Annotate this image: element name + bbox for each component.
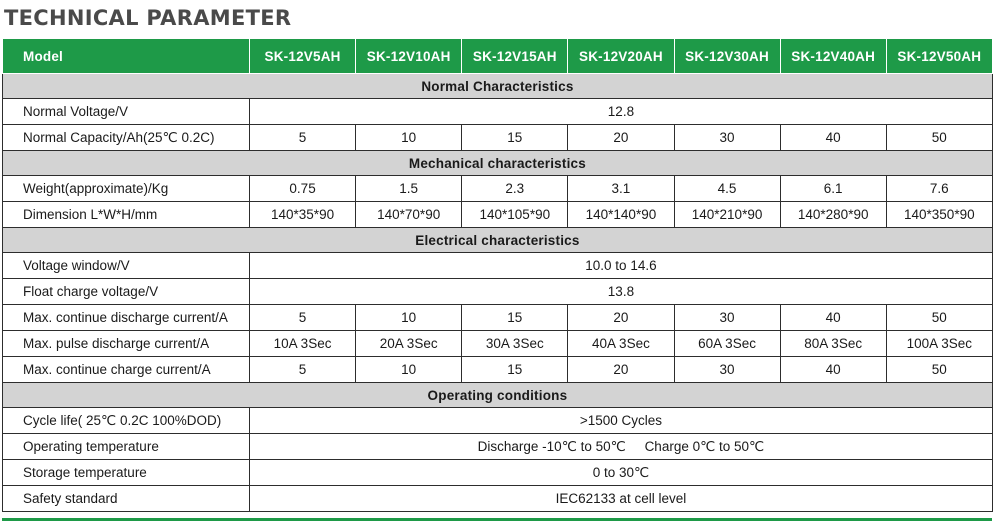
table-row-continue-charge bbox=[3, 357, 993, 383]
section-title: Normal Characteristics bbox=[3, 74, 993, 99]
cell-value: 10A 3Sec bbox=[250, 331, 356, 357]
model-sk-12v40ah: SK-12V40AH bbox=[780, 39, 886, 74]
cell-value: 15 bbox=[462, 357, 568, 383]
cell-value: 5 bbox=[250, 125, 356, 151]
section-title: Operating conditions bbox=[3, 383, 993, 408]
table-row-normal-voltage bbox=[3, 99, 993, 125]
cell-value: 5 bbox=[250, 357, 356, 383]
row-label: Safety standard bbox=[3, 486, 250, 512]
row-label: Max. continue discharge current/A bbox=[3, 305, 250, 331]
row-label: Max. pulse discharge current/A bbox=[3, 331, 250, 357]
row-label: Normal Capacity/Ah(25℃ 0.2C) bbox=[3, 125, 250, 151]
row-label: Dimension L*W*H/mm bbox=[3, 202, 250, 228]
cell-value: 4.5 bbox=[674, 176, 780, 202]
table-row-normal-capacity bbox=[3, 125, 993, 151]
section-operating-conditions bbox=[3, 383, 993, 408]
cell-value: 80A 3Sec bbox=[780, 331, 886, 357]
model-sk-12v15ah: SK-12V15AH bbox=[462, 39, 568, 74]
model-sk-12v20ah: SK-12V20AH bbox=[568, 39, 674, 74]
table-row-dimension bbox=[3, 202, 993, 228]
row-value: IEC62133 at cell level bbox=[250, 486, 993, 512]
row-value: 13.8 bbox=[250, 279, 993, 305]
cell-value: 30 bbox=[674, 305, 780, 331]
cell-value: 2.3 bbox=[462, 176, 568, 202]
cell-value: 10 bbox=[356, 357, 462, 383]
table-row-safety-standard bbox=[3, 486, 993, 512]
cell-value: 140*105*90 bbox=[462, 202, 568, 228]
table-row-voltage-window bbox=[3, 253, 993, 279]
row-value: >1500 Cycles bbox=[250, 408, 993, 434]
cell-value: 50 bbox=[886, 357, 992, 383]
discharge-temperature-range: Discharge -10℃ to 50℃ bbox=[477, 438, 626, 454]
row-value: 10.0 to 14.6 bbox=[250, 253, 993, 279]
model-sk-12v5ah: SK-12V5AH bbox=[250, 39, 356, 74]
cell-value: 30 bbox=[674, 125, 780, 151]
cell-value: 140*140*90 bbox=[568, 202, 674, 228]
table-row-storage-temperature bbox=[3, 460, 993, 486]
cell-value: 40 bbox=[780, 357, 886, 383]
cell-value: 100A 3Sec bbox=[886, 331, 992, 357]
model-sk-12v30ah: SK-12V30AH bbox=[674, 39, 780, 74]
cell-value: 20A 3Sec bbox=[356, 331, 462, 357]
section-title: Mechanical characteristics bbox=[3, 151, 993, 176]
section-normal-characteristics bbox=[3, 74, 993, 99]
cell-value: 50 bbox=[886, 125, 992, 151]
cell-value: 140*350*90 bbox=[886, 202, 992, 228]
model-sk-12v50ah: SK-12V50AH bbox=[886, 39, 992, 74]
cell-value: 1.5 bbox=[356, 176, 462, 202]
cell-value: 30 bbox=[674, 357, 780, 383]
cell-value: 5 bbox=[250, 305, 356, 331]
table-row-pulse-discharge bbox=[3, 331, 993, 357]
cell-value: 15 bbox=[462, 305, 568, 331]
cell-value: 140*70*90 bbox=[356, 202, 462, 228]
charge-temperature-range: Charge 0℃ to 50℃ bbox=[644, 438, 765, 454]
cell-value: 20 bbox=[568, 305, 674, 331]
cell-value: 20 bbox=[568, 357, 674, 383]
row-value bbox=[250, 434, 993, 460]
cell-value: 6.1 bbox=[780, 176, 886, 202]
cell-value: 40 bbox=[780, 125, 886, 151]
row-label: Cycle life( 25℃ 0.2C 100%DOD) bbox=[3, 408, 250, 434]
row-label: Operating temperature bbox=[3, 434, 250, 460]
cell-value: 30A 3Sec bbox=[462, 331, 568, 357]
row-label: Max. continue charge current/A bbox=[3, 357, 250, 383]
cell-value: 140*280*90 bbox=[780, 202, 886, 228]
section-electrical-characteristics bbox=[3, 228, 993, 253]
section-mechanical-characteristics bbox=[3, 151, 993, 176]
cell-value: 50 bbox=[886, 305, 992, 331]
cell-value: 20 bbox=[568, 125, 674, 151]
section-title: Electrical characteristics bbox=[3, 228, 993, 253]
cell-value: 0.75 bbox=[250, 176, 356, 202]
table-row-cycle-life bbox=[3, 408, 993, 434]
row-label: Normal Voltage/V bbox=[3, 99, 250, 125]
cell-value: 60A 3Sec bbox=[674, 331, 780, 357]
page-title: TECHNICAL PARAMETER bbox=[4, 6, 292, 30]
model-sk-12v10ah: SK-12V10AH bbox=[356, 39, 462, 74]
table-row-weight bbox=[3, 176, 993, 202]
technical-parameter-table bbox=[2, 39, 993, 512]
cell-value: 10 bbox=[356, 125, 462, 151]
cell-value: 10 bbox=[356, 305, 462, 331]
header-row bbox=[3, 39, 993, 74]
row-value: 0 to 30℃ bbox=[250, 460, 993, 486]
cell-value: 3.1 bbox=[568, 176, 674, 202]
cell-value: 7.6 bbox=[886, 176, 992, 202]
table-row-operating-temperature bbox=[3, 434, 993, 460]
cell-value: 140*35*90 bbox=[250, 202, 356, 228]
row-label: Float charge voltage/V bbox=[3, 279, 250, 305]
table-row-float-charge bbox=[3, 279, 993, 305]
row-label: Storage temperature bbox=[3, 460, 250, 486]
row-value: 12.8 bbox=[250, 99, 993, 125]
cell-value: 40A 3Sec bbox=[568, 331, 674, 357]
cell-value: 140*210*90 bbox=[674, 202, 780, 228]
row-label: Weight(approximate)/Kg bbox=[3, 176, 250, 202]
table-row-continue-discharge bbox=[3, 305, 993, 331]
cell-value: 15 bbox=[462, 125, 568, 151]
cell-value: 40 bbox=[780, 305, 886, 331]
row-label: Voltage window/V bbox=[3, 253, 250, 279]
header-model-label: Model bbox=[3, 39, 250, 74]
